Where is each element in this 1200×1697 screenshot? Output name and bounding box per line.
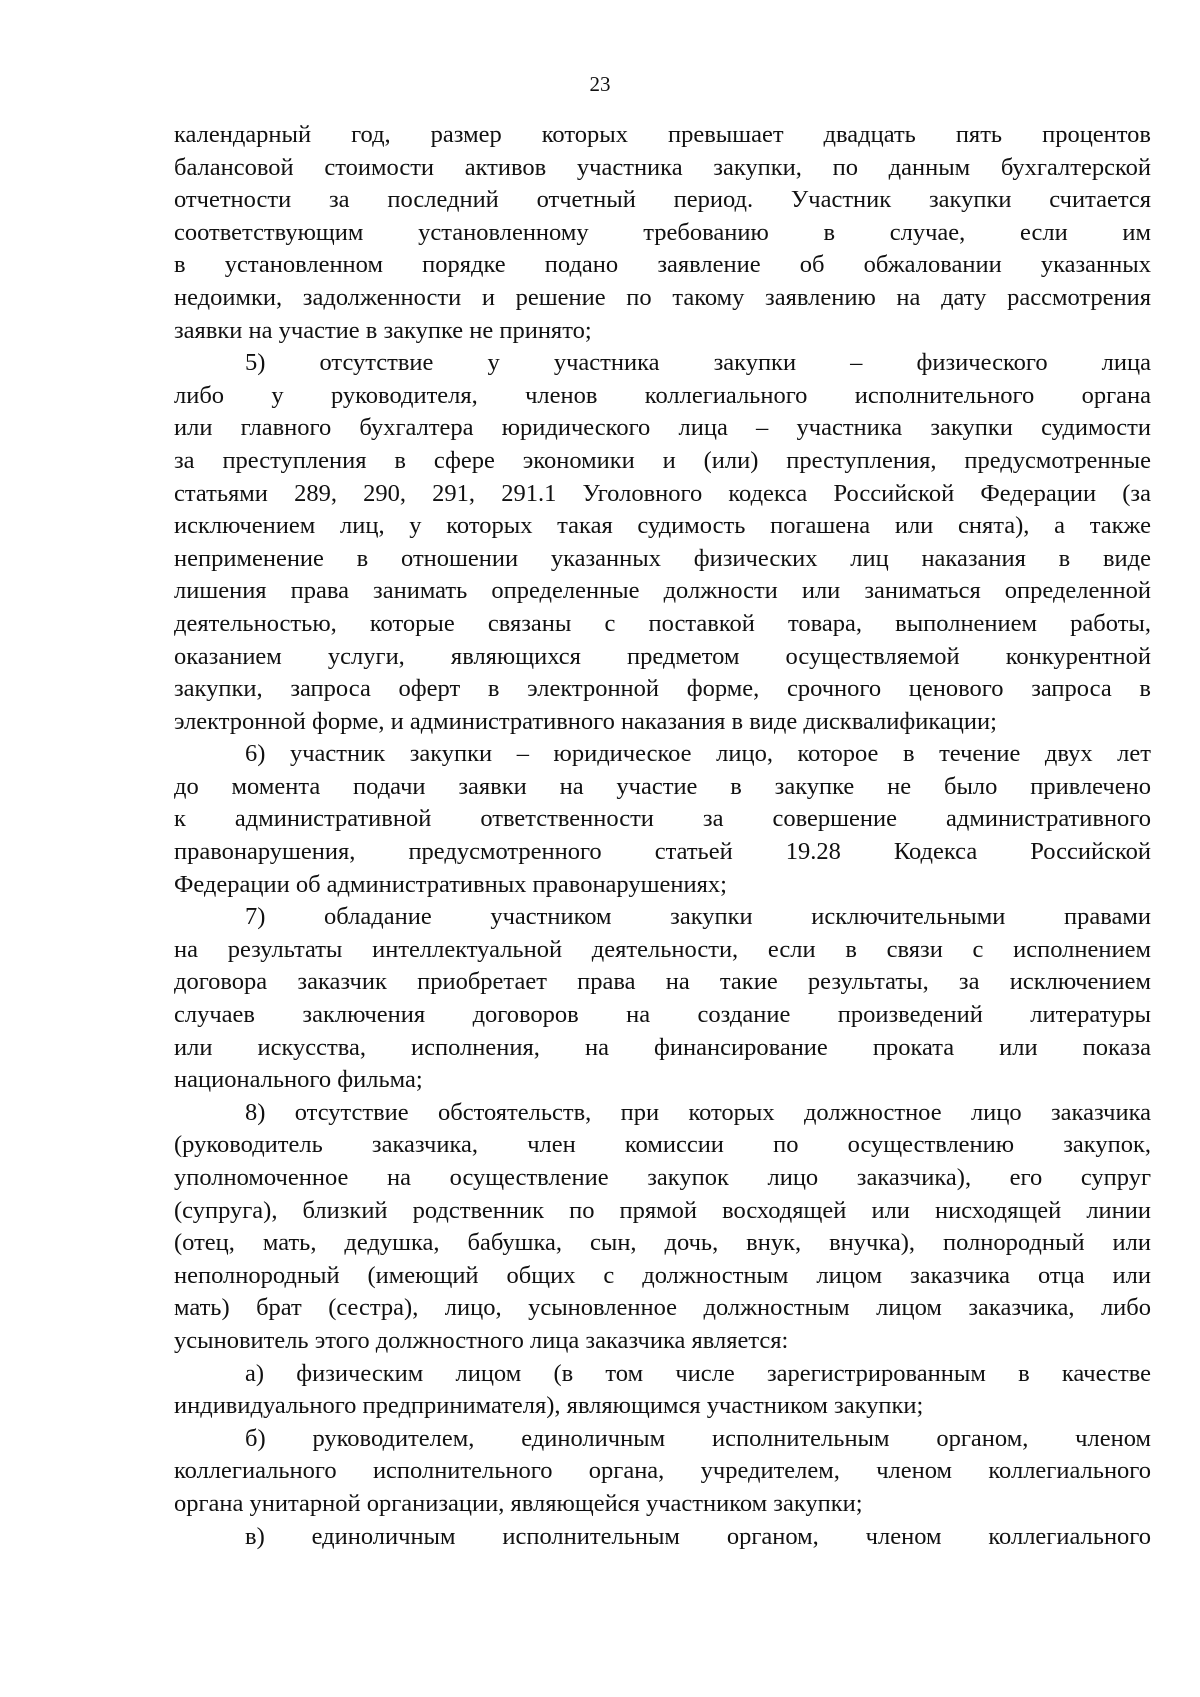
text-line: национального фильма; bbox=[174, 1066, 423, 1094]
text-line: 7) обладание участником закупки исключительными правами bbox=[245, 903, 1151, 931]
text-line: оказанием услуги, являющихся предметом осуществляемой конкурентной bbox=[174, 642, 1151, 670]
text-line: на результаты интеллектуальной деятельности, если в связи с исполнением bbox=[174, 935, 1151, 963]
text-line: (руководитель заказчика, член комиссии по осуществлению закупок, bbox=[174, 1131, 1151, 1159]
text-line: заявки на участие в закупке не принято; bbox=[174, 316, 592, 344]
text-line: усыновитель этого должностного лица заказчика является: bbox=[174, 1326, 789, 1354]
text-line: за преступления в сфере экономики и (или) преступления, предусмотренные bbox=[174, 446, 1151, 474]
text-line: случаев заключения договоров на создание произведений литературы bbox=[174, 1001, 1151, 1029]
text-line: балансовой стоимости активов участника закупки, по данным бухгалтерской bbox=[174, 153, 1151, 181]
text-line: а) физическим лицом (в том числе зарегистрированным в качестве bbox=[245, 1359, 1151, 1387]
text-line: недоимки, задолженности и решение по такому заявлению на дату рассмотрения bbox=[174, 283, 1151, 311]
text-line: электронной форме, и административного наказания в виде дисквалификации; bbox=[174, 707, 997, 735]
text-line: отчетности за последний отчетный период. Участник закупки считается bbox=[174, 186, 1151, 214]
text-line: коллегиального исполнительного органа, учредителем, членом коллегиального bbox=[174, 1457, 1151, 1485]
text-line: соответствующим установленному требованию в случае, если им bbox=[174, 218, 1151, 246]
text-line: или главного бухгалтера юридического лица – участника закупки судимости bbox=[174, 414, 1151, 442]
text-line: либо у руководителя, членов коллегиального исполнительного органа bbox=[174, 381, 1151, 409]
text-line: до момента подачи заявки на участие в закупке не было привлечено bbox=[174, 772, 1151, 800]
text-line: деятельностью, которые связаны с поставкой товара, выполнением работы, bbox=[174, 609, 1151, 637]
text-line: неполнородный (имеющий общих с должностным лицом заказчика отца или bbox=[174, 1261, 1151, 1289]
text-line: мать) брат (сестра), лицо, усыновленное должностным лицом заказчика, либо bbox=[174, 1294, 1151, 1322]
text-line: Федерации об административных правонарушениях; bbox=[174, 870, 727, 898]
text-line: 5) отсутствие у участника закупки – физического лица bbox=[245, 349, 1151, 377]
text-line: к административной ответственности за совершение административного bbox=[174, 805, 1151, 833]
page-number: 23 bbox=[589, 72, 611, 96]
text-line: (супруга), близкий родственник по прямой восходящей или нисходящей линии bbox=[174, 1196, 1151, 1224]
text-line: неприменение в отношении указанных физических лиц наказания в виде bbox=[174, 544, 1151, 572]
text-line: договора заказчик приобретает права на такие результаты, за исключением bbox=[174, 968, 1151, 996]
text-line: исключением лиц, у которых такая судимость погашена или снята), а также bbox=[174, 512, 1151, 540]
text-line: органа унитарной организации, являющейся участником закупки; bbox=[174, 1489, 863, 1517]
text-line: уполномоченное на осуществление закупок лицо заказчика), его супруг bbox=[174, 1164, 1151, 1191]
text-line: индивидуального предпринимателя), являющимся участником закупки; bbox=[174, 1392, 924, 1420]
text-line: б) руководителем, единоличным исполнительным органом, членом bbox=[245, 1424, 1151, 1452]
text-line: правонарушения, предусмотренного статьей 19.28 Кодекса Российской bbox=[174, 838, 1151, 866]
text-line: (отец, мать, дедушка, бабушка, сын, дочь, внук, внучка), полнородный или bbox=[174, 1229, 1151, 1257]
text-line: календарный год, размер которых превышает двадцать пять процентов bbox=[174, 121, 1151, 148]
text-line: 8) отсутствие обстоятельств, при которых должностное лицо заказчика bbox=[245, 1098, 1151, 1126]
text-line: 6) участник закупки – юридическое лицо, которое в течение двух лет bbox=[245, 740, 1151, 768]
text-line: в установленном порядке подано заявление об обжаловании указанных bbox=[174, 251, 1151, 279]
document-body bbox=[174, 119, 1151, 1553]
text-line: или искусства, исполнения, на финансирование проката или показа bbox=[174, 1033, 1151, 1061]
text-line: в) единоличным исполнительным органом, членом коллегиального bbox=[245, 1522, 1151, 1550]
text-line: закупки, запроса оферт в электронной форме, срочного ценового запроса в bbox=[174, 675, 1151, 703]
text-line: статьями 289, 290, 291, 291.1 Уголовного кодекса Российской Федерации (за bbox=[174, 479, 1151, 507]
text-line: лишения права занимать определенные должности или заниматься определенной bbox=[174, 577, 1151, 605]
